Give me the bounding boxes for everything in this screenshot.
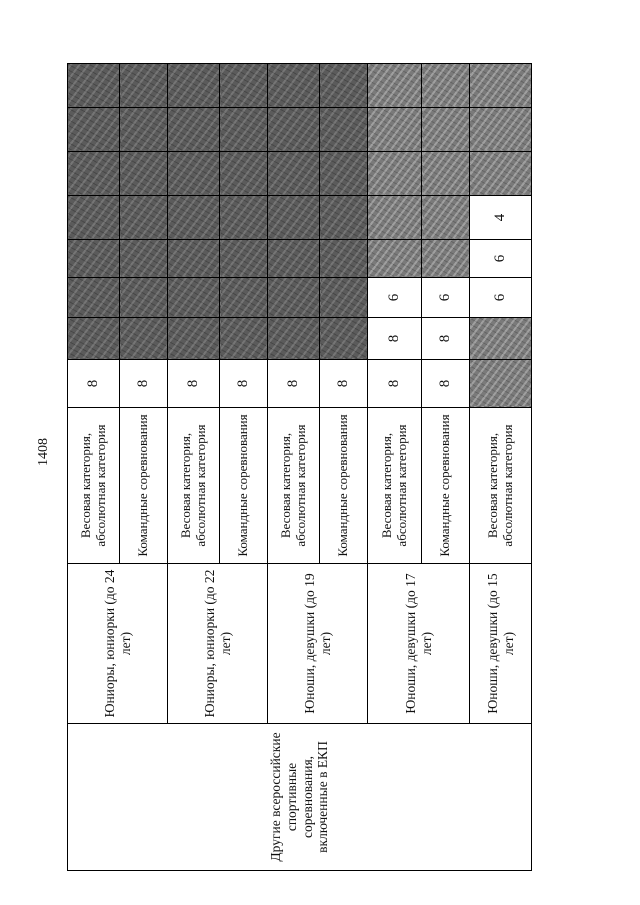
discipline-cell: Весовая категория, абсолютная категория xyxy=(268,408,320,564)
value-cell xyxy=(320,240,368,278)
discipline-cell: Весовая категория, абсолютная категория xyxy=(368,408,422,564)
age-group-cell: Юниоры, юниорки (до 24 лет) xyxy=(68,564,168,724)
value-cell xyxy=(168,108,220,152)
age-group-cell: Юноши, девушки (до 19 лет) xyxy=(268,564,368,724)
discipline-cell: Весовая категория, абсолютная категория xyxy=(68,408,120,564)
value-cell xyxy=(220,196,268,240)
value-cell: 8 xyxy=(68,360,120,408)
value-cell xyxy=(220,64,268,108)
value-cell: 8 xyxy=(120,360,168,408)
value-cell xyxy=(320,108,368,152)
value-cell: 8 xyxy=(368,360,422,408)
value-cell xyxy=(268,318,320,360)
table-body xyxy=(68,64,532,871)
value-cell xyxy=(120,108,168,152)
value-cell xyxy=(268,240,320,278)
value-cell xyxy=(470,152,532,196)
value-cell xyxy=(470,64,532,108)
value-cell xyxy=(268,278,320,318)
value-cell xyxy=(220,240,268,278)
value-cell xyxy=(470,360,532,408)
value-cell xyxy=(68,278,120,318)
value-cell xyxy=(368,196,422,240)
value-cell: 8 xyxy=(422,360,470,408)
table-row xyxy=(68,64,120,871)
age-group-cell: Юноши, девушки (до 17 лет) xyxy=(368,564,470,724)
age-group-cell: Юниоры, юниорки (до 22 лет) xyxy=(168,564,268,724)
value-cell: 4 xyxy=(470,196,532,240)
value-cell: 8 xyxy=(368,318,422,360)
value-cell: 8 xyxy=(220,360,268,408)
value-cell xyxy=(368,108,422,152)
value-cell xyxy=(220,278,268,318)
value-cell: 6 xyxy=(470,278,532,318)
value-cell xyxy=(168,152,220,196)
value-cell xyxy=(422,240,470,278)
discipline-cell: Командные соревнования xyxy=(220,408,268,564)
value-cell: 8 xyxy=(422,318,470,360)
value-cell: 6 xyxy=(422,278,470,318)
value-cell xyxy=(68,318,120,360)
value-cell xyxy=(470,318,532,360)
value-cell xyxy=(68,64,120,108)
value-cell xyxy=(120,64,168,108)
value-cell xyxy=(120,196,168,240)
value-cell xyxy=(120,240,168,278)
value-cell xyxy=(422,196,470,240)
value-cell xyxy=(168,64,220,108)
value-cell xyxy=(320,64,368,108)
value-cell xyxy=(68,108,120,152)
value-cell xyxy=(422,152,470,196)
value-cell xyxy=(268,196,320,240)
value-cell xyxy=(68,152,120,196)
value-cell xyxy=(168,278,220,318)
value-cell xyxy=(320,196,368,240)
value-cell xyxy=(320,318,368,360)
value-cell: 8 xyxy=(320,360,368,408)
value-cell xyxy=(268,152,320,196)
value-cell xyxy=(168,196,220,240)
value-cell xyxy=(120,318,168,360)
value-cell: 8 xyxy=(268,360,320,408)
discipline-cell: Весовая категория, абсолютная категория xyxy=(470,408,532,564)
discipline-cell: Командные соревнования xyxy=(422,408,470,564)
value-cell xyxy=(368,64,422,108)
value-cell xyxy=(422,108,470,152)
age-group-cell: Юноши, девушки (до 15 лет) xyxy=(470,564,532,724)
value-cell xyxy=(220,318,268,360)
value-cell xyxy=(320,152,368,196)
discipline-cell: Командные соревнования xyxy=(120,408,168,564)
value-cell xyxy=(68,240,120,278)
discipline-cell: Весовая категория, абсолютная категория xyxy=(168,408,220,564)
value-cell xyxy=(268,108,320,152)
value-cell xyxy=(168,318,220,360)
discipline-cell: Командные соревнования xyxy=(320,408,368,564)
value-cell xyxy=(368,240,422,278)
value-cell xyxy=(470,108,532,152)
value-cell xyxy=(368,152,422,196)
competition-type-cell: Другие всероссийские спортивные соревнования, включенные в ЕКП xyxy=(68,724,532,871)
value-cell xyxy=(120,152,168,196)
value-cell xyxy=(422,64,470,108)
value-cell xyxy=(168,240,220,278)
norms-table xyxy=(67,63,532,871)
value-cell xyxy=(220,108,268,152)
value-cell xyxy=(268,64,320,108)
value-cell xyxy=(220,152,268,196)
value-cell xyxy=(320,278,368,318)
value-cell: 6 xyxy=(470,240,532,278)
value-cell xyxy=(120,278,168,318)
value-cell xyxy=(68,196,120,240)
value-cell: 6 xyxy=(368,278,422,318)
value-cell: 8 xyxy=(168,360,220,408)
page-number: 1408 xyxy=(36,438,51,466)
rotated-table-container xyxy=(67,64,531,871)
